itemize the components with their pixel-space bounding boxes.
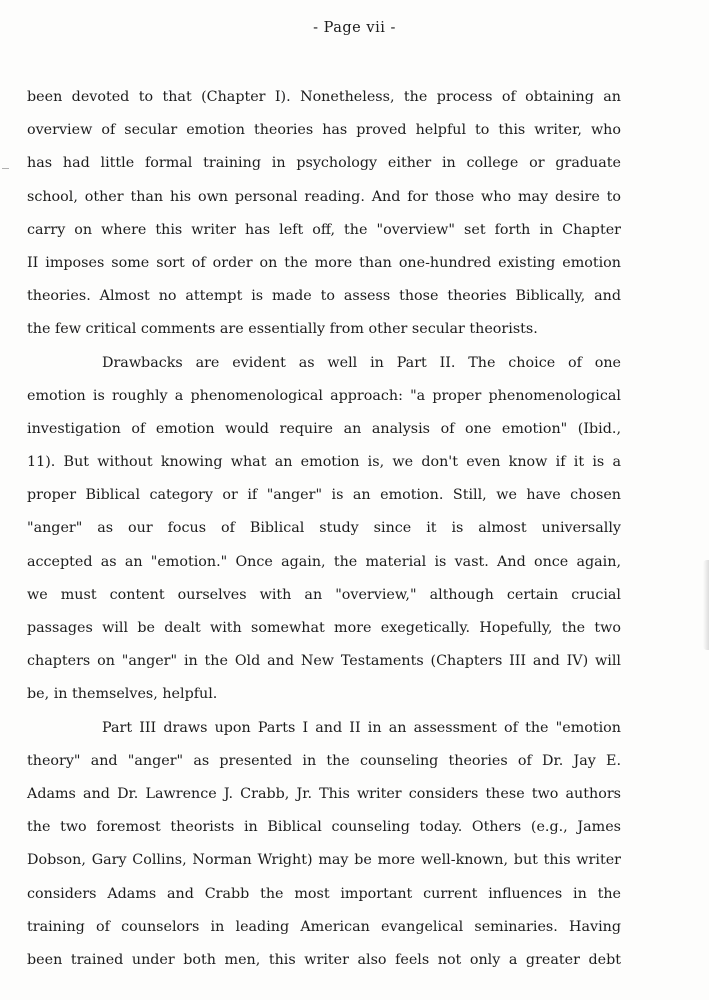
text-line: chapters on "anger" in the Old and New Testaments (Chapters III and IV) will xyxy=(27,653,621,670)
text-line: carry on where this writer has left off, the "overview" set forth in Chapter xyxy=(27,221,621,238)
text-line: passages will be dealt with somewhat more exegetically. Hopefully, the two xyxy=(27,620,621,636)
text-line: Adams and Dr. Lawrence J. Crabb, Jr. This writer considers these two authors xyxy=(27,785,621,802)
text-line: been trained under both men, this writer also feels not only a greater debt xyxy=(27,951,621,968)
text-line: emotion is roughly a phenomenological approach: "a proper phenomenological xyxy=(27,387,621,404)
text-line: be, in themselves, helpful. xyxy=(27,686,218,703)
text-line: overview of secular emotion theories has proved helpful to this writer, who xyxy=(27,122,621,139)
text-line: the few critical comments are essentially from other secular theorists. xyxy=(27,321,538,338)
text-line: Dobson, Gary Collins, Norman Wright) may be more well-known, but this writer xyxy=(27,852,621,869)
text-line: theories. Almost no attempt is made to assess those theories Biblically, and xyxy=(27,288,621,305)
text-line: been devoted to that (Chapter I). Nonetheless, the process of obtaining an xyxy=(27,89,621,105)
text-line: Part III draws upon Parts I and II in an assessment of the "emotion xyxy=(102,719,621,736)
text-line: "anger" as our focus of Biblical study since it is almost universally xyxy=(27,520,621,537)
text-line: training of counselors in leading American evangelical seminaries. Having xyxy=(27,918,621,935)
page-number-header: - Page vii - xyxy=(313,20,396,36)
text-line: II imposes some sort of order on the more than one-hundred existing emotion xyxy=(27,254,621,271)
text-line: considers Adams and Crabb the most important current influences in the xyxy=(27,885,621,902)
text-line: we must content ourselves with an "overview," although certain crucial xyxy=(27,586,621,603)
text-line: accepted as an "emotion." Once again, the material is vast. And once again, xyxy=(27,553,621,570)
text-line: Drawbacks are evident as well in Part II. The choice of one xyxy=(102,354,621,371)
margin-mark xyxy=(2,168,9,169)
text-line: 11). But without knowing what an emotion is, we don't even know if it is a xyxy=(27,454,621,471)
text-line: investigation of emotion would require an analysis of one emotion" (Ibid., xyxy=(27,420,621,437)
body-text xyxy=(27,86,621,982)
text-line: the two foremost theorists in Biblical counseling today. Others (e.g., James xyxy=(27,819,621,836)
page-edge-shadow xyxy=(703,560,709,650)
text-line: school, other than his own personal reading. And for those who may desire to xyxy=(27,188,621,205)
text-line: has had little formal training in psychology either in college or graduate xyxy=(27,155,621,172)
text-line: theory" and "anger" as presented in the counseling theories of Dr. Jay E. xyxy=(27,752,621,769)
text-line: proper Biblical category or if "anger" is an emotion. Still, we have chosen xyxy=(27,487,621,504)
